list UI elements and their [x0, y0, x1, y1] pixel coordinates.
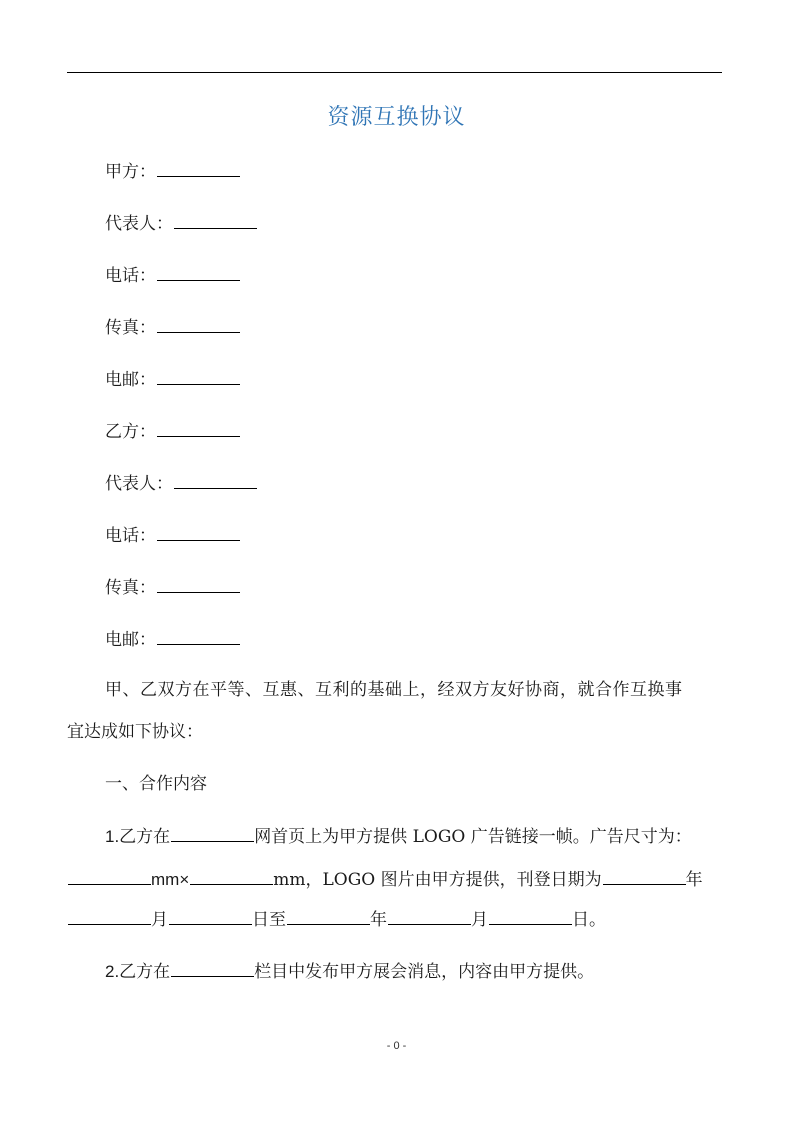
party-a-rep-field: [105, 210, 257, 236]
party-a-phone-blank[interactable]: [157, 262, 240, 281]
party-a-field: [105, 158, 240, 184]
clause-1-text-e: 年: [685, 870, 703, 890]
intro-paragraph-line-1: 甲、乙双方在平等、互惠、互利的基础上，经双方友好协商，就合作互换事: [105, 680, 683, 700]
party-b-fax-blank[interactable]: [157, 574, 240, 593]
party-a-email-field: [105, 366, 240, 392]
party-b-rep-label: 代表人：: [105, 474, 173, 494]
party-a-email-blank[interactable]: [157, 366, 240, 385]
party-b-rep-field: [105, 470, 257, 496]
clause-1-line-2: [67, 866, 703, 892]
party-b-phone-blank[interactable]: [157, 522, 240, 541]
party-b-fax-field: [105, 574, 240, 600]
ad-width-blank[interactable]: [68, 866, 151, 885]
section-heading: 一、合作内容: [105, 774, 207, 794]
party-a-email-label: 电邮：: [105, 370, 156, 390]
clause-1-text-d: mm，LOGO 图片由甲方提供，刊登日期为: [273, 870, 602, 890]
clause-1-site-blank[interactable]: [171, 823, 254, 842]
clause-2-text-b: 栏目中发布甲方展会消息，内容由甲方提供。: [254, 962, 595, 982]
party-a-rep-blank[interactable]: [174, 210, 257, 229]
clause-1-line-3: [67, 906, 606, 932]
clause-1-text-i: 月: [471, 910, 488, 930]
page-number: - 0 -: [386, 1040, 407, 1052]
party-b-email-label: 电邮：: [105, 630, 156, 650]
party-a-phone-field: [105, 262, 240, 288]
clause-1-text-c: mm×: [151, 870, 190, 889]
party-b-label: 乙方：: [105, 422, 156, 442]
clause-1-line-1: [105, 823, 692, 849]
clause-1-text-b: 网首页上为甲方提供 LOGO 广告链接一帧。广告尺寸为：: [254, 827, 692, 847]
party-a-rep-label: 代表人：: [105, 214, 173, 234]
party-b-blank[interactable]: [157, 418, 240, 437]
party-a-phone-label: 电话：: [105, 266, 156, 286]
clause-1-text-h: 年: [370, 910, 387, 930]
clause-1-text-f: 月: [151, 910, 168, 930]
clause-2-line-1: [105, 958, 594, 984]
start-month-blank[interactable]: [68, 906, 151, 925]
party-a-fax-field: [105, 314, 240, 340]
clause-2-column-blank[interactable]: [171, 958, 254, 977]
party-a-label: 甲方：: [105, 162, 156, 182]
party-b-rep-blank[interactable]: [174, 470, 257, 489]
party-b-phone-field: [105, 522, 240, 548]
clause-2-text-a: 2.乙方在: [105, 962, 171, 981]
party-b-email-blank[interactable]: [157, 626, 240, 645]
party-a-fax-blank[interactable]: [157, 314, 240, 333]
intro-paragraph-line-2: 宜达成如下协议：: [67, 722, 203, 742]
party-b-field: [105, 418, 240, 444]
end-month-blank[interactable]: [388, 906, 471, 925]
party-a-fax-label: 传真：: [105, 318, 156, 338]
start-year-blank[interactable]: [603, 866, 686, 885]
header-rule: [67, 72, 722, 73]
party-a-blank[interactable]: [157, 158, 240, 177]
start-day-blank[interactable]: [169, 906, 252, 925]
end-day-blank[interactable]: [489, 906, 572, 925]
party-b-email-field: [105, 626, 240, 652]
party-b-phone-label: 电话：: [105, 526, 156, 546]
clause-1-text-j: 日。: [572, 910, 606, 930]
ad-height-blank[interactable]: [190, 866, 273, 885]
end-year-blank[interactable]: [287, 906, 370, 925]
party-b-fax-label: 传真：: [105, 578, 156, 598]
clause-1-text-g: 日至: [252, 910, 286, 930]
clause-1-text-a: 1.乙方在: [105, 827, 171, 846]
document-title: 资源互换协议: [327, 105, 466, 130]
